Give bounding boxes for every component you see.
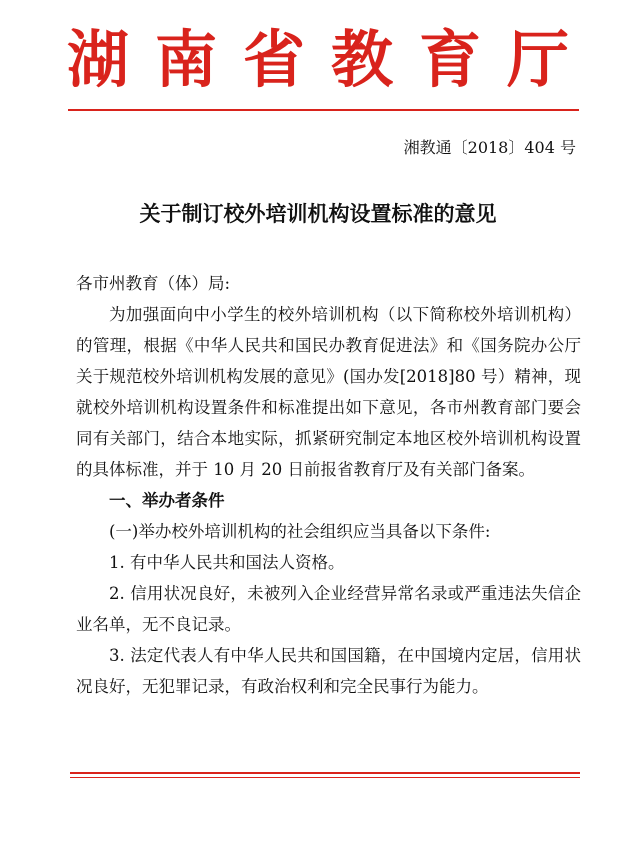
masthead-title: 湖南省教育厅 bbox=[66, 23, 595, 96]
salutation: 各市州教育（体）局: bbox=[76, 274, 231, 293]
list-item: 1. 有中华人民共和国法人资格。 bbox=[109, 553, 345, 572]
subsection-heading: (一)举办校外培训机构的社会组织应当具备以下条件: bbox=[109, 522, 491, 541]
list-item: 2. 信用状况良好，未被列入企业经营异常名录或严重违法失信企业名单，无不良记录。 bbox=[76, 584, 581, 634]
section-heading: 一、举办者条件 bbox=[109, 491, 225, 510]
list-item: 3. 法定代表人有中华人民共和国国籍，在中国境内定居，信用状况良好，无犯罪记录，有政治权利和完全民事行为能力。 bbox=[76, 646, 581, 696]
intro-paragraph: 为加强面向中小学生的校外培训机构（以下简称校外培训机构）的管理，根据《中华人民共和国民办教育促进法》和《国务院办公厅关于规范校外培训机构发展的意见》(国办发[2018]80 号）精神，现就校外培训机构设置条件和标准提出如下意见，各市州教育部门要会同有关部门，结合本地实际，抓紧研究制定本地区校外培训机构设置的具体标准，并于 10 月 20 日前报省教育厅及有关部门备案。 bbox=[76, 305, 581, 479]
footer-red-rule bbox=[70, 772, 580, 774]
document-body bbox=[76, 268, 581, 702]
footer-red-rule-thin bbox=[70, 777, 580, 778]
document-title: 关于制订校外培训机构设置标准的意见 bbox=[139, 201, 497, 226]
document-number: 湘教通〔2018〕404 号 bbox=[403, 138, 576, 157]
masthead-red-rule bbox=[68, 109, 579, 111]
